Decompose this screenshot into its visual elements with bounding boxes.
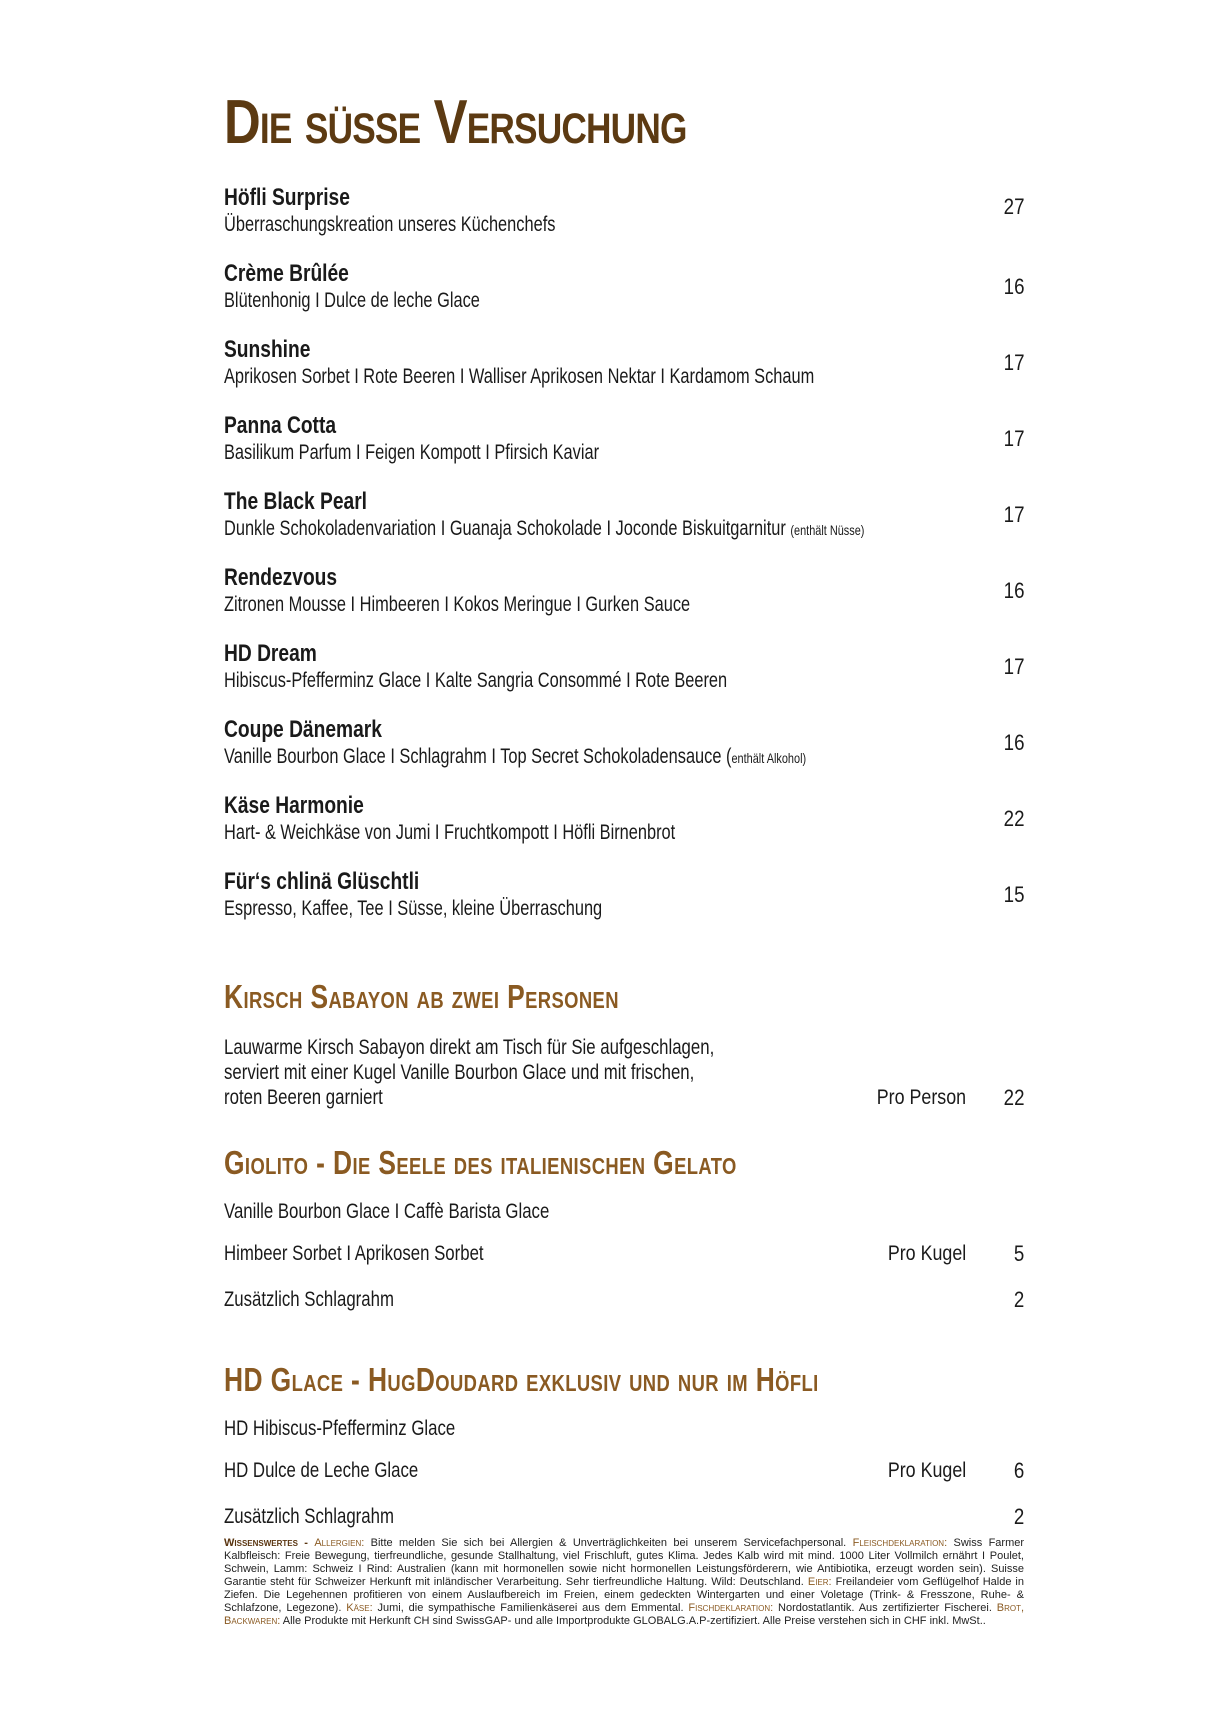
row-text: HD Dulce de Leche Glace xyxy=(224,1459,419,1482)
fleisch-text: Swiss Farmer Kalbfleisch: Freie Bewegung, tierfreundliche, gesunde Stallhaltung, viel Frischluft, gutes Klima. Jedes Kalb wird mit mind. 1000 Liter Vollmilch ernährt I Poulet, Schwein, Lamm: Schweiz I Rind: Australien (kann mit hormonellen sowie nicht hormonellen Leistungsförderern, wie Antibiotika, erzeugt worden sein). Suisse Garantie steht für Schweizer Herkunft mit inländischer Verarbeitung. Sehr tierfreundliche Haltung. Wild: Deutschland. xyxy=(224,1537,1025,1588)
dish-description: Zitronen Mousse I Himbeeren I Kokos Meringue I Gurken Sauce xyxy=(224,593,691,616)
hd-glace-section xyxy=(224,1363,1024,1530)
section-title: Giolito - Die Seele des italienischen Gelato xyxy=(224,1144,737,1181)
eier-label: Eier: xyxy=(807,1576,832,1588)
brot-text: Alle Produkte mit Herkunft CH sind SwissGAP- und alle Importprodukte GLOBALG.A.P-zertifiziert. Alle Preise verstehen sich in CHF inkl. MwSt.. xyxy=(282,1615,986,1627)
dish-price: 17 xyxy=(1003,654,1024,679)
sabayon-description xyxy=(224,1035,1024,1110)
dish-item xyxy=(224,868,1024,944)
price: 22 xyxy=(1003,1085,1024,1110)
dish-item xyxy=(224,488,1024,564)
dish-price: 22 xyxy=(1003,806,1024,831)
dish-price: 17 xyxy=(1003,426,1024,451)
dish-name: Höfli Surprise xyxy=(224,184,350,211)
section-title: HD Glace - HugDoudard exklusiv und nur im Höfli xyxy=(224,1361,819,1398)
kaese-text: Jumi, die sympathische Familienkäserei aus dem Emmental. xyxy=(377,1602,684,1614)
giolito-row xyxy=(224,1199,1024,1225)
dish-item xyxy=(224,640,1024,716)
dish-name: HD Dream xyxy=(224,640,317,667)
section-title: Kirsch Sabayon ab zwei Personen xyxy=(224,978,619,1015)
dish-price: 27 xyxy=(1003,194,1024,219)
fisch-label: Fischdeklaration: xyxy=(688,1602,774,1614)
dish-name: Rendezvous xyxy=(224,564,338,591)
dish-price: 16 xyxy=(1003,730,1024,755)
hd-glace-row xyxy=(224,1416,1024,1442)
dish-name: Coupe Dänemark xyxy=(224,716,382,743)
dessert-list xyxy=(224,184,1024,944)
dish-item xyxy=(224,260,1024,336)
dish-name: Käse Harmonie xyxy=(224,792,364,819)
kaese-label: Käse: xyxy=(346,1602,373,1614)
row-text: HD Hibiscus-Pfefferminz Glace xyxy=(224,1417,456,1440)
dish-item xyxy=(224,336,1024,412)
dish-name: The Black Pearl xyxy=(224,488,368,515)
menu-page xyxy=(224,88,1024,1530)
price: 2 xyxy=(1013,1504,1024,1529)
dish-description: Dunkle Schokoladenvariation I Guanaja Schokolade I Joconde Biskuitgarnitur (enthält Nüsse) xyxy=(224,517,865,540)
dish-name: Für‘s chlinä Glüschtli xyxy=(224,868,420,895)
footer-lead: Wissenswertes - xyxy=(224,1537,308,1549)
row-text: Vanille Bourbon Glace I Caffè Barista Glace xyxy=(224,1200,550,1223)
row-text: Zusätzlich Schlagrahm xyxy=(224,1288,394,1311)
dish-item xyxy=(224,412,1024,488)
eier-text: Freilandeier vom Geflügelhof Halde in Ziefen. Die Legehennen profitieren von einem Auslaufbereich im Freien, einem gedeckten Wintergarten und einer Voletage (Trink- & Fresszone, Ruhe- & Schlafzone, Legezone). xyxy=(224,1576,1024,1614)
dish-price: 16 xyxy=(1003,578,1024,603)
giolito-row xyxy=(224,1287,1024,1313)
dish-description: Espresso, Kaffee, Tee I Süsse, kleine Überraschung xyxy=(224,897,603,920)
price-unit: Pro Kugel xyxy=(887,1242,966,1265)
hd-glace-row xyxy=(224,1458,1024,1484)
dish-note: enthält Alkohol) xyxy=(731,750,807,766)
dish-description: Basilikum Parfum I Feigen Kompott I Pfirsich Kaviar xyxy=(224,441,600,464)
sabayon-price-row xyxy=(224,1085,1024,1110)
row-text: Himbeer Sorbet I Aprikosen Sorbet xyxy=(224,1242,484,1265)
giolito-row xyxy=(224,1241,1024,1267)
price: 5 xyxy=(1013,1241,1024,1266)
dish-description: Aprikosen Sorbet I Rote Beeren I Walliser Aprikosen Nektar I Kardamom Schaum xyxy=(224,365,815,388)
description-line: roten Beeren garniert xyxy=(224,1086,383,1109)
dish-price: 17 xyxy=(1003,350,1024,375)
price: 6 xyxy=(1013,1458,1024,1483)
price-unit: Pro Kugel xyxy=(887,1459,966,1482)
price: 2 xyxy=(1013,1287,1024,1312)
page-title: Die süsse Versuchung xyxy=(224,88,687,157)
fisch-text: Nordostatlantik. Aus zertifizierter Fischerei. xyxy=(778,1602,992,1614)
giolito-section xyxy=(224,1146,1024,1313)
sabayon-section xyxy=(224,980,1024,1110)
dish-name: Sunshine xyxy=(224,336,311,363)
description-line: Lauwarme Kirsch Sabayon direkt am Tisch für Sie aufgeschlagen, xyxy=(224,1036,715,1059)
dish-note: (enthält Nüsse) xyxy=(790,522,865,538)
dish-description: Überraschungskreation unseres Küchenchefs xyxy=(224,213,556,236)
dish-description: Hart- & Weichkäse von Jumi I Fruchtkompott I Höfli Birnenbrot xyxy=(224,821,676,844)
dish-name: Panna Cotta xyxy=(224,412,337,439)
dish-price: 16 xyxy=(1003,274,1024,299)
dish-item xyxy=(224,184,1024,260)
price-unit: Pro Person xyxy=(876,1086,966,1109)
dish-name: Crème Brûlée xyxy=(224,260,349,287)
dish-description: Vanille Bourbon Glace I Schlagrahm I Top Secret Schokoladensauce (enthält Alkohol) xyxy=(224,745,807,768)
footer-info xyxy=(224,1537,1024,1628)
dish-price: 17 xyxy=(1003,502,1024,527)
dish-item xyxy=(224,564,1024,640)
fleisch-label: Fleischdeklaration: xyxy=(852,1537,948,1549)
dish-price: 15 xyxy=(1003,882,1024,907)
dish-item xyxy=(224,792,1024,868)
brot-label: Brot, Backwaren: xyxy=(224,1602,1025,1627)
allergien-text: Bitte melden Sie sich bei Allergien & Unverträglichkeiten bei unserem Servicefachpersonal. xyxy=(370,1537,847,1549)
hd-glace-row xyxy=(224,1504,1024,1530)
dish-description: Blütenhonig I Dulce de leche Glace xyxy=(224,289,480,312)
allergien-label: Allergien: xyxy=(314,1537,365,1549)
description-line: serviert mit einer Kugel Vanille Bourbon Glace und mit frischen, xyxy=(224,1061,695,1084)
dish-description: Hibiscus-Pfefferminz Glace I Kalte Sangria Consommé I Rote Beeren xyxy=(224,669,728,692)
dish-item xyxy=(224,716,1024,792)
row-text: Zusätzlich Schlagrahm xyxy=(224,1505,394,1528)
